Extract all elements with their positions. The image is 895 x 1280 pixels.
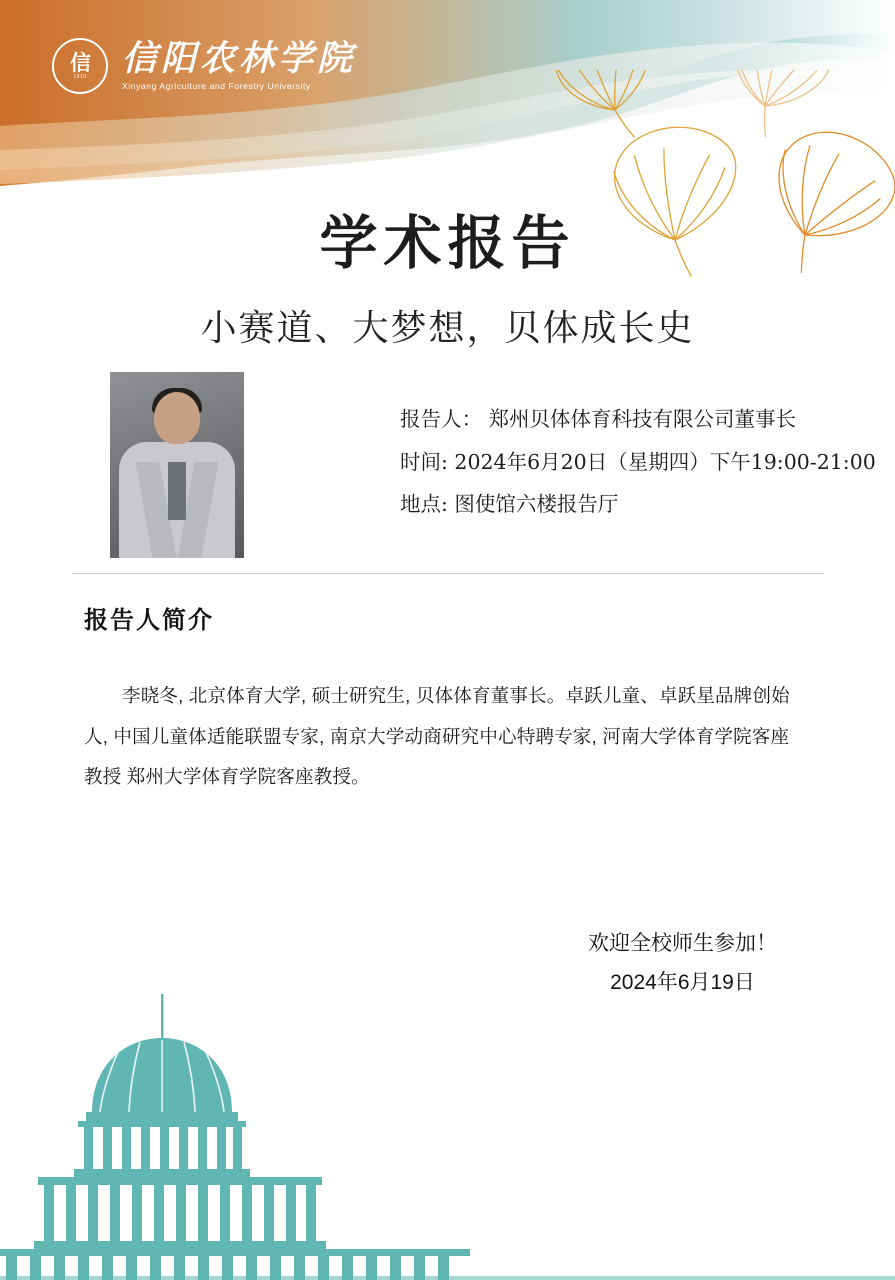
section-divider: [72, 573, 824, 574]
university-name-en: Xinyang Agriculture and Forestry University: [122, 80, 311, 91]
seal-glyph: 信: [70, 50, 90, 75]
closing-date: 2024年6月19日: [610, 970, 755, 994]
campus-building-illustration: [0, 980, 895, 1280]
seal-icon: [52, 38, 108, 94]
band-waves-graphic: [0, 0, 895, 200]
poster-main-title: 学术报告: [319, 209, 576, 277]
seal-year: 1910: [73, 74, 87, 80]
closing-welcome: 欢迎全校师生参加！: [588, 932, 777, 955]
detail-time: 时间: 2024年6月20日（星期四）下午19:00-21:00: [400, 449, 876, 474]
speaker-photo: [110, 372, 244, 558]
building-svg: [0, 980, 895, 1280]
detail-speaker: 报告人： 郑州贝体体育科技有限公司董事长: [400, 407, 797, 431]
bio-heading: 报告人简介: [84, 605, 214, 634]
event-details: [400, 398, 876, 526]
photo-head: [154, 392, 200, 444]
logo-text: [122, 38, 357, 91]
university-logo: [52, 38, 356, 94]
bio-text: 李晓冬, 北京体育大学, 硕士研究生, 贝体体育董事长。卓跃儿童、卓跃星品牌创始人, 中国儿童体适能联盟专家, 南京大学动商研究中心特聘专家, 河南大学体育学院客座教授 郑州大学体育学院客座教授。: [84, 685, 790, 788]
university-name-cn: 信阳农林学院: [122, 38, 357, 80]
photo-shirt: [168, 462, 186, 520]
poster-subtitle: 小赛道、大梦想，贝体成长史: [200, 307, 695, 348]
top-decorative-band: [0, 0, 895, 200]
detail-location: 地点: 图使馆六楼报告厅: [400, 492, 619, 517]
